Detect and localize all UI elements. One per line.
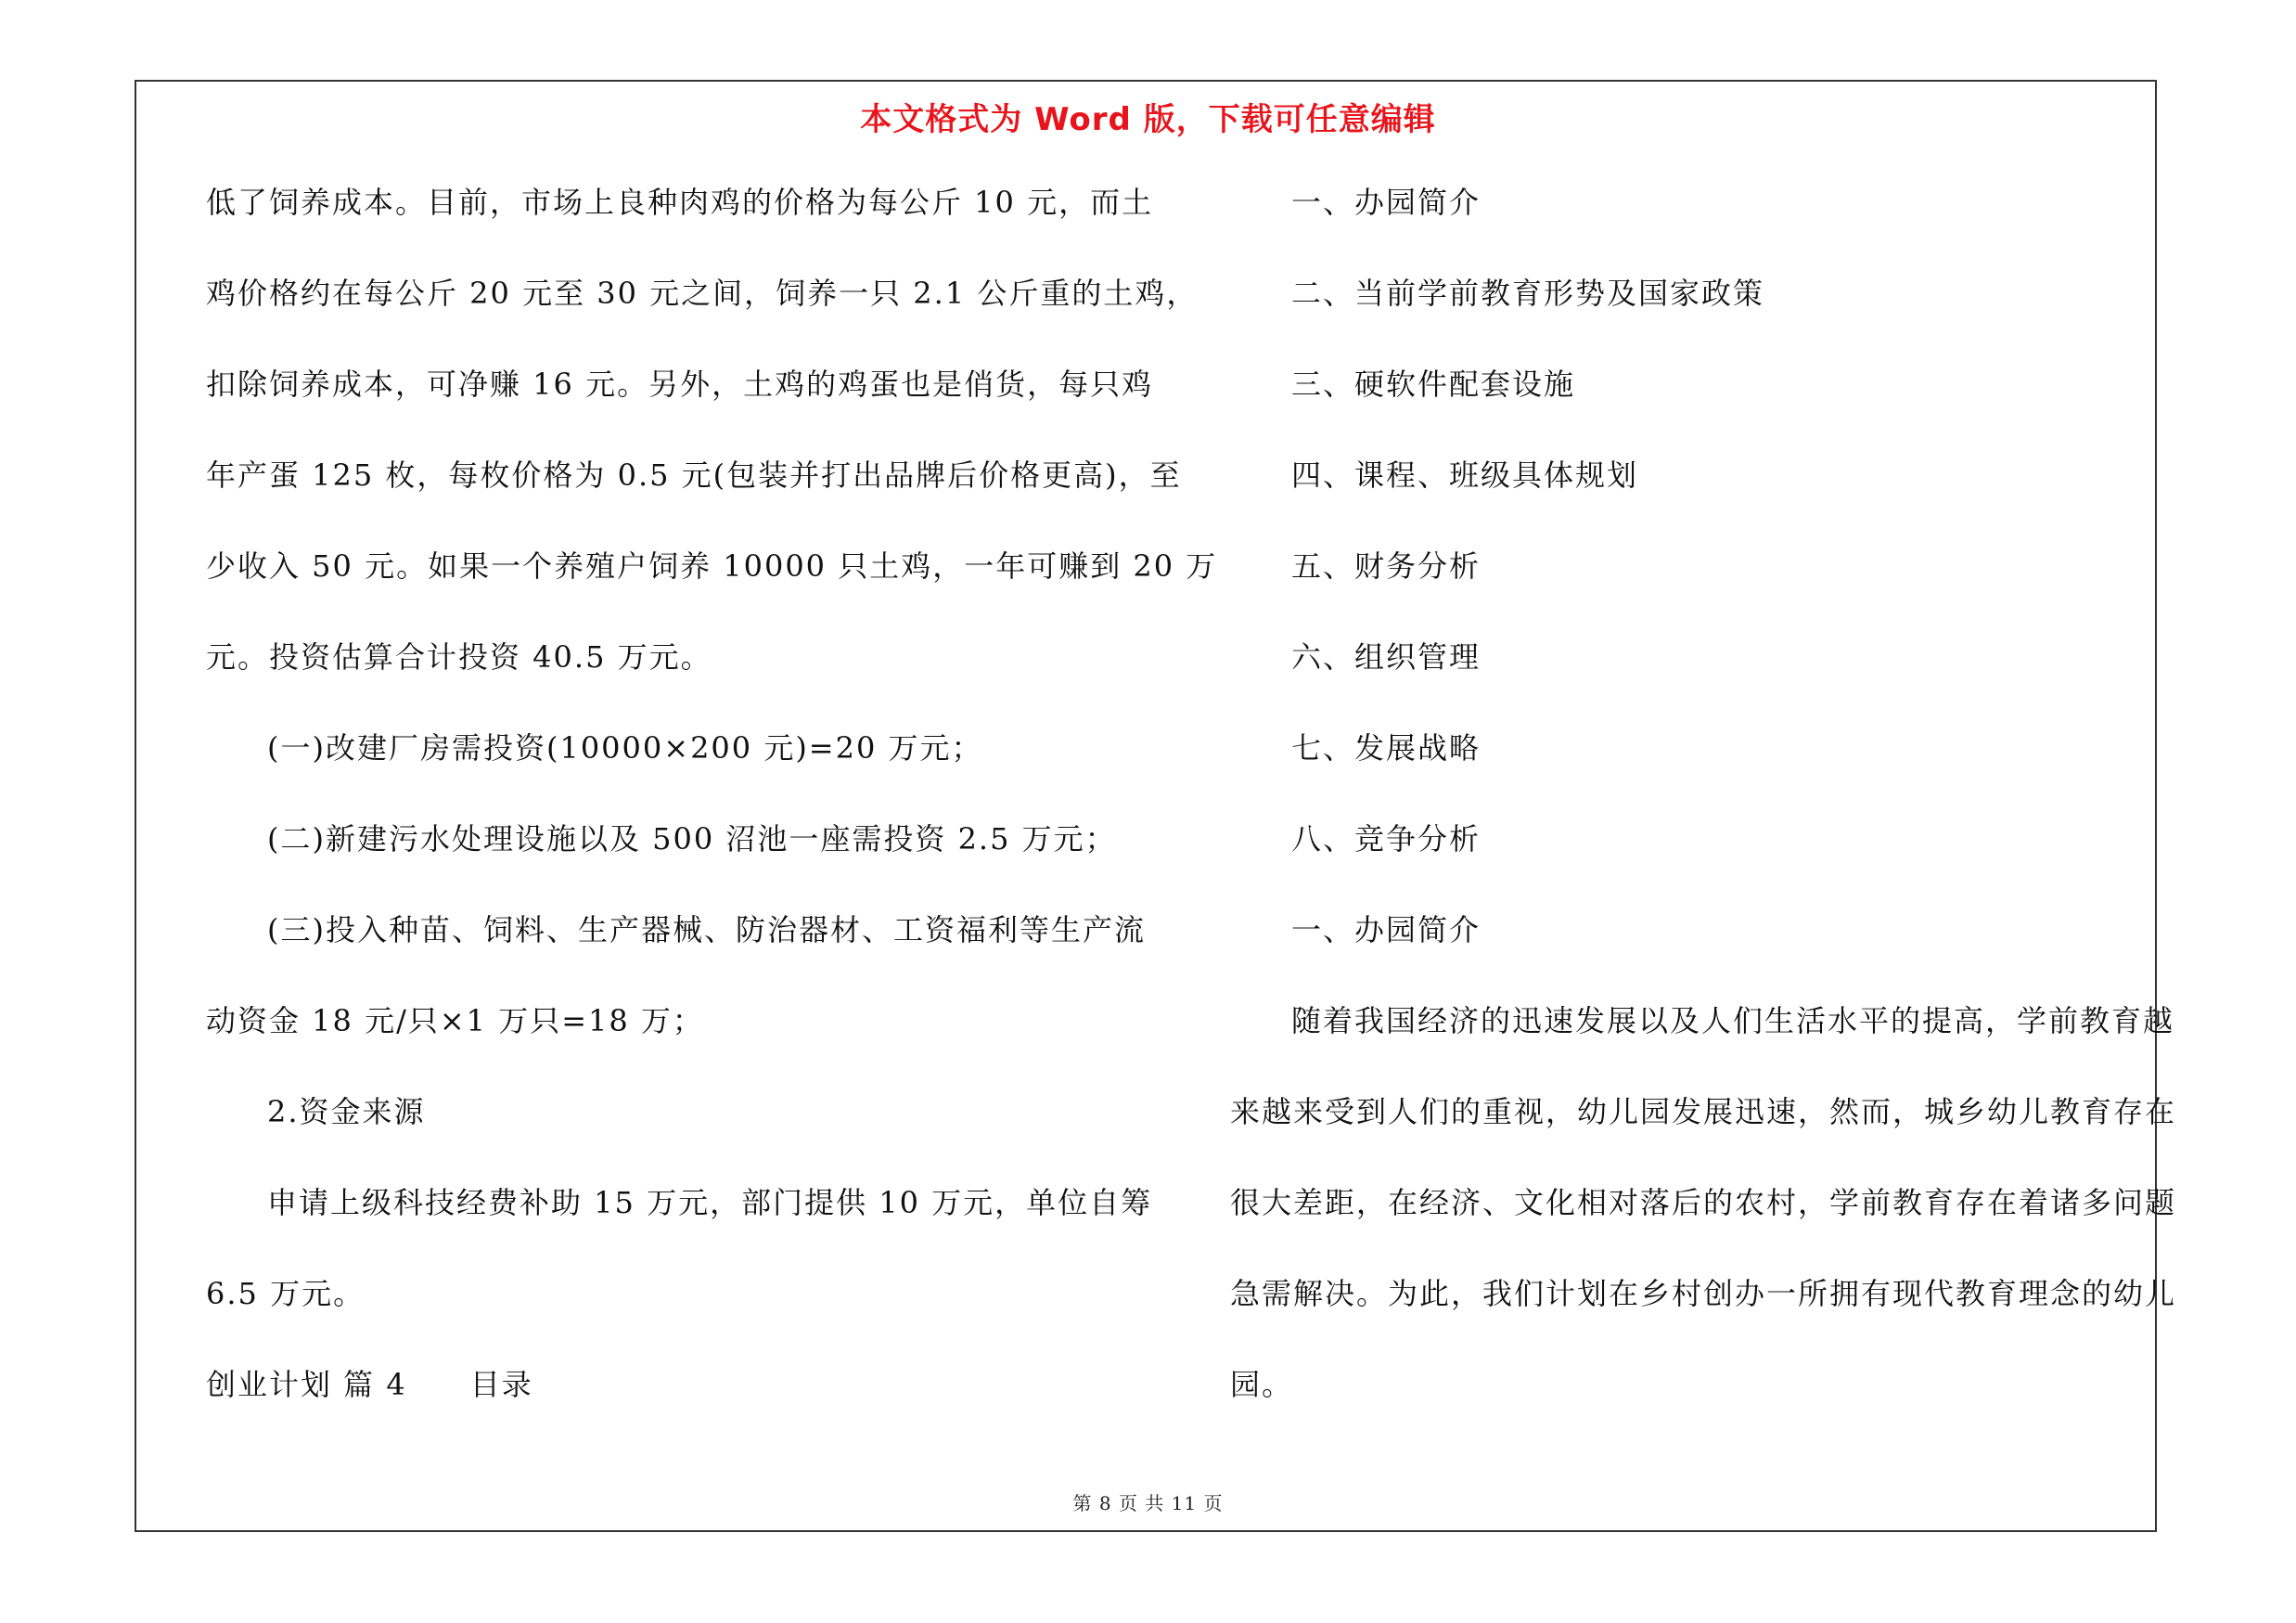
investment-item-2: (二)新建污水处理设施以及 500 沼池一座需投资 2.5 万元； — [267, 821, 1117, 857]
right-column — [1230, 185, 2177, 1461]
toc-title: 目录 — [469, 1367, 533, 1402]
toc-item: 八、竞争分析 — [1291, 821, 1481, 857]
body-line: 少收入 50 元。如果一个养殖户饲养 10000 只土鸡，一年可赚到 20 万 — [206, 548, 1218, 584]
section-heading: 一、办园简介 — [1291, 912, 1481, 947]
plan-title: 创业计划 篇 4 — [206, 1367, 407, 1402]
body-line: 6.5 万元。 — [206, 1276, 366, 1311]
body-line: 扣除饲养成本，可净赚 16 元。另外，土鸡的鸡蛋也是俏货，每只鸡 — [206, 367, 1154, 402]
body-line: 鸡价格约在每公斤 20 元至 30 元之间，饲养一只 2.1 公斤重的土鸡， — [206, 276, 1199, 311]
toc-item: 六、组织管理 — [1291, 639, 1481, 675]
body-line: 元。投资估算合计投资 40.5 万元。 — [206, 639, 712, 675]
left-column — [206, 185, 1218, 1461]
paragraph-line: 很大差距，在经济、文化相对落后的农村，学前教育存在着诸多问题 — [1230, 1185, 2177, 1220]
toc-item: 二、当前学前教育形势及国家政策 — [1291, 276, 1765, 311]
investment-item-1: (一)改建厂房需投资(10000×200 元)=20 万元； — [267, 730, 983, 766]
body-line: 年产蛋 125 枚，每枚价格为 0.5 元(包装并打出品牌后价格更高)，至 — [206, 457, 1182, 493]
body-line: 低了饲养成本。目前，市场上良种肉鸡的价格为每公斤 10 元，而土 — [206, 185, 1154, 220]
toc-item: 七、发展战略 — [1291, 730, 1481, 766]
investment-item-3: (三)投入种苗、饲料、生产器械、防治器材、工资福利等生产流 — [267, 912, 1146, 947]
toc-item: 三、硬软件配套设施 — [1291, 367, 1576, 402]
paragraph-line: 来越来受到人们的重视，幼儿园发展迅速，然而，城乡幼儿教育存在 — [1230, 1094, 2177, 1129]
toc-item: 一、办园简介 — [1291, 185, 1481, 220]
toc-item: 四、课程、班级具体规划 — [1291, 457, 1639, 493]
plan-heading — [206, 1367, 1143, 1461]
paragraph-line: 园。 — [1230, 1367, 1294, 1402]
page-number-footer: 第 8 页 共 11 页 — [1072, 1492, 1224, 1514]
paragraph-line: 随着我国经济的迅速发展以及人们生活水平的提高，学前教育越 — [1291, 1003, 2175, 1038]
body-line: 动资金 18 元/只×1 万只=18 万； — [206, 1003, 704, 1038]
word-format-banner: 本文格式为 Word 版，下载可任意编辑 — [860, 101, 1436, 138]
toc-item: 五、财务分析 — [1291, 548, 1481, 584]
body-line: 申请上级科技经费补助 15 万元，部门提供 10 万元，单位自筹 — [267, 1185, 1153, 1220]
paragraph-line: 急需解决。为此，我们计划在乡村创办一所拥有现代教育理念的幼儿 — [1230, 1276, 2177, 1311]
section-heading-funding: 2.资金来源 — [267, 1094, 426, 1129]
